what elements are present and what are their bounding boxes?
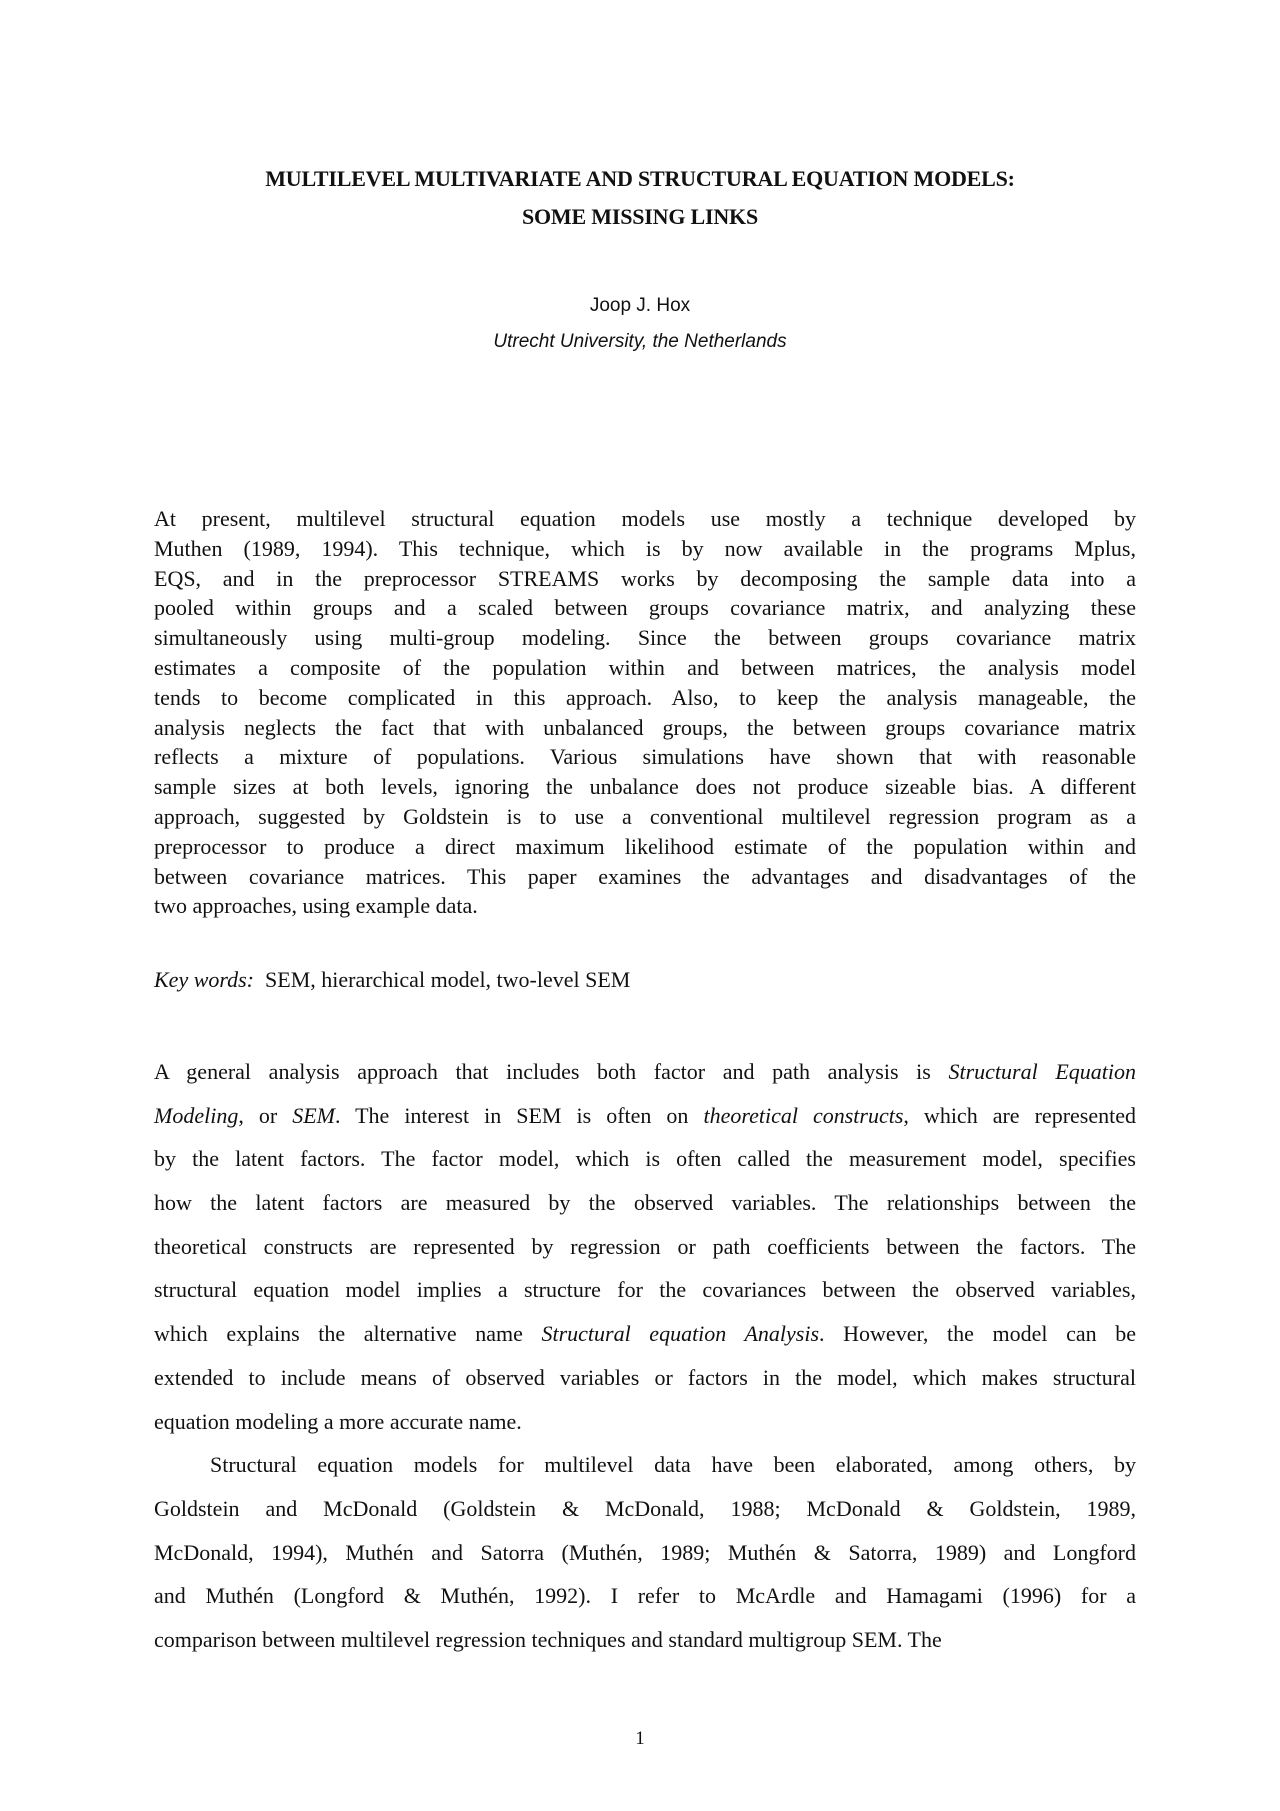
body-line: [154, 1137, 1136, 1181]
page-number: 1: [635, 1728, 645, 1749]
abstract-line: [154, 862, 1136, 892]
keywords-value: SEM, hierarchical model, two-level SEM: [265, 967, 631, 992]
body-line: [154, 1225, 1136, 1269]
keywords: [154, 967, 1136, 993]
text-segment: Goldstein and McDonald (Goldstein & McDonald, 1988; McDonald & Goldstein, 1989,: [154, 1495, 1136, 1521]
text-segment: reflects a mixture of populations. Various simulations have shown that with reasonable: [154, 744, 1136, 770]
text-segment: and Muthén (Longford & Muthén, 1992). I refer to McArdle and Hamagami (1996) for a: [154, 1583, 1136, 1609]
text-segment: theoretical constructs are represented by regression or path coefficients between the factors. The: [154, 1233, 1136, 1259]
abstract-line: [154, 742, 1136, 772]
abstract-line: [154, 653, 1136, 683]
text-segment: estimates a composite of the population within and between matrices, the analysis model: [154, 654, 1136, 680]
text-segment: At present, multilevel structural equation models use mostly a technique developed by: [154, 506, 1136, 531]
abstract-line: [154, 891, 1136, 921]
italic-text: Structural Equation: [948, 1059, 1136, 1084]
paper-title-line-2: SOME MISSING LINKS: [521, 204, 758, 229]
text-segment: , which are represented: [903, 1102, 1136, 1128]
italic-text: theoretical constructs: [703, 1102, 904, 1128]
text-segment: A general analysis approach that includes both factor and path analysis is: [154, 1059, 949, 1084]
body-line: [154, 1487, 1136, 1531]
abstract-line: [154, 802, 1136, 832]
text-segment: extended to include means of observed variables or factors in the model, which makes structural: [154, 1364, 1136, 1390]
italic-text: SEM: [292, 1102, 335, 1128]
abstract-line: [154, 772, 1136, 802]
abstract-line: [154, 593, 1136, 623]
text-segment: Muthen (1989, 1994). This technique, which is by now available in the programs Mplus,: [154, 535, 1136, 561]
text-segment: which explains the alternative name: [154, 1321, 542, 1347]
text-segment: equation modeling a more accurate name.: [154, 1408, 522, 1434]
abstract-line: [154, 683, 1136, 713]
text-segment: how the latent factors are measured by the observed variables. The relationships between the: [154, 1190, 1136, 1216]
text-segment: . The interest in SEM is often on: [334, 1102, 704, 1128]
body-line: [154, 1531, 1136, 1575]
italic-text: Modeling: [154, 1102, 239, 1128]
body-line: [154, 1443, 1136, 1487]
italic-text: Structural equation Analysis: [541, 1321, 820, 1347]
text-segment: structural equation model implies a structure for the covariances between the observed variables,: [154, 1277, 1136, 1303]
abstract-line: [154, 534, 1136, 564]
text-segment: sample sizes at both levels, ignoring the unbalance does not produce sizeable bias. A different: [154, 774, 1136, 800]
body-line: [154, 1618, 1136, 1662]
abstract-line: [154, 564, 1136, 594]
abstract: [154, 504, 1136, 921]
text-segment: analysis neglects the fact that with unbalanced groups, the between groups covariance matrix: [154, 714, 1136, 740]
text-segment: simultaneously using multi-group modeling. Since the between groups covariance matrix: [154, 625, 1136, 651]
text-segment: two approaches, using example data.: [154, 893, 478, 919]
text-segment: . However, the model can be: [819, 1321, 1136, 1347]
text-segment: , or: [238, 1102, 293, 1128]
author-affiliation: Utrecht University, the Netherlands: [493, 331, 787, 352]
body-line: [154, 1574, 1136, 1618]
text-segment: by the latent factors. The factor model, which is often called the measurement model, specifies: [154, 1146, 1136, 1172]
body-line: [154, 1181, 1136, 1225]
body-line: [154, 1312, 1136, 1356]
body-paragraph: [154, 1050, 1136, 1443]
text-segment: EQS, and in the preprocessor STREAMS works by decomposing the sample data into a: [154, 565, 1136, 591]
text-segment: comparison between multilevel regression techniques and standard multigroup SEM. The: [154, 1626, 942, 1652]
abstract-line: [154, 504, 1136, 534]
abstract-line: [154, 713, 1136, 743]
body-text: [154, 1050, 1136, 1662]
body-line: [154, 1356, 1136, 1400]
text-segment: preprocessor to produce a direct maximum likelihood estimate of the population within and: [154, 833, 1136, 859]
text-segment: pooled within groups and a scaled between groups covariance matrix, and analyzing these: [154, 595, 1136, 621]
text-segment: approach, suggested by Goldstein is to use a conventional multilevel regression program as a: [154, 803, 1136, 829]
keywords-label: Key words:: [154, 967, 255, 992]
paper-title-line-1: MULTILEVEL MULTIVARIATE AND STRUCTURAL EQUATION MODELS:: [265, 166, 1015, 191]
abstract-line: [154, 832, 1136, 862]
text-segment: tends to become complicated in this approach. Also, to keep the analysis manageable, the: [154, 684, 1136, 710]
text-segment: between covariance matrices. This paper examines the advantages and disadvantages of the: [154, 863, 1136, 889]
text-segment: McDonald, 1994), Muthén and Satorra (Muthén, 1989; Muthén & Satorra, 1989) and Longford: [154, 1539, 1136, 1565]
text-segment: Structural equation models for multilevel data have been elaborated, among others, by: [210, 1452, 1136, 1478]
body-line: [154, 1400, 1136, 1444]
abstract-line: [154, 623, 1136, 653]
body-line: [154, 1050, 1136, 1094]
author-name: Joop J. Hox: [589, 295, 691, 316]
body-line: [154, 1268, 1136, 1312]
body-paragraph: [154, 1443, 1136, 1661]
body-line: [154, 1094, 1136, 1138]
